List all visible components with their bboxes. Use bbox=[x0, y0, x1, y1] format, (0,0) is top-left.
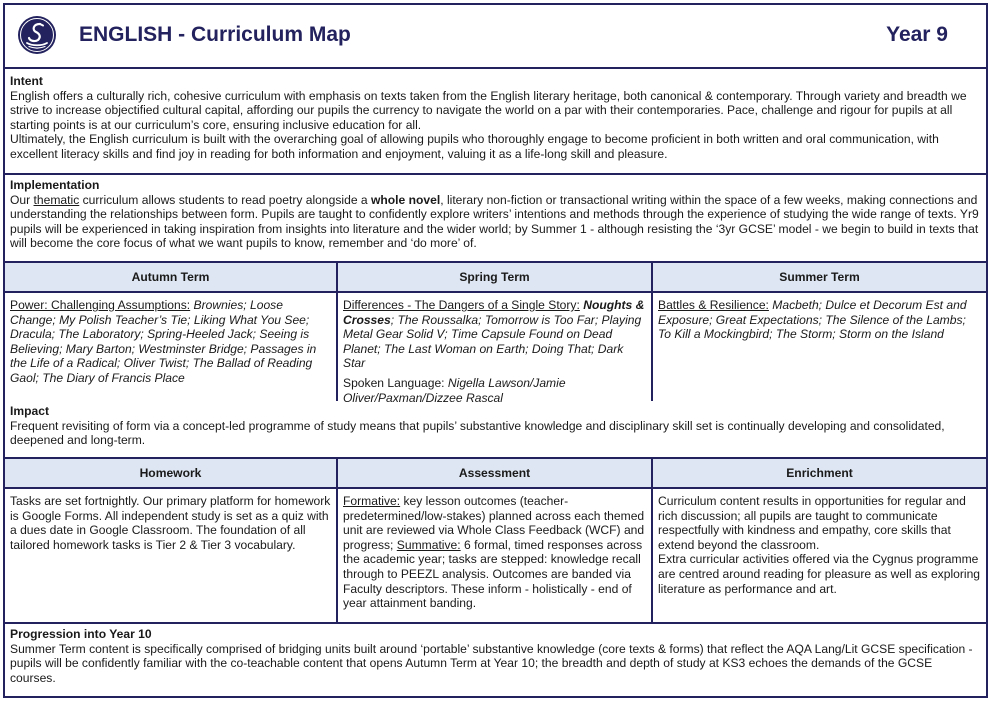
spoken-language-label: Spoken Language: bbox=[343, 375, 448, 390]
progression-heading: Progression into Year 10 bbox=[10, 627, 152, 641]
intent-paragraph-1: English offers a culturally rich, cohesive curriculum with emphasis on texts taken from the English literary heritage, both canonical & contemporary. Through variety and breadth we strive to increase objectified cultural capital, affording our pupils the currency to navigate the world on a par with their contemporaries. Pace, challenge and rigour for pupils at all starting points is at our curriculum’s core, ensuring inclusive education for all. bbox=[10, 88, 967, 132]
progression-section bbox=[5, 624, 986, 696]
spring-key-text: Noughts & Crosses bbox=[343, 298, 645, 327]
enrichment-header: Enrichment bbox=[651, 459, 986, 487]
impact-heading: Impact bbox=[10, 404, 49, 418]
summer-term-header: Summer Term bbox=[651, 263, 986, 291]
autumn-texts: Brownies; Loose Change; My Polish Teacher’s Tie; Liking What You See; Dracula; The Laboratory; Spring-Heeled Jack; Seeing is Believing; Mary Barton; Westminster Bridge; Passages in the Life of a Radical; Oliver Twist; The Ballad of Reading Gaol; The Diary of Francis Place bbox=[10, 298, 317, 385]
summative-label: Summative: bbox=[396, 537, 461, 552]
homework-cell bbox=[5, 489, 336, 622]
autumn-term-cell bbox=[5, 293, 336, 401]
page-title: ENGLISH - Curriculum Map bbox=[79, 23, 351, 46]
enrichment-paragraph-1: Curriculum content results in opportunities for regular and rich discussion; all pupils are taught to communicate respectfully with kindness and empathy, core skills that extend beyond the classroom. bbox=[658, 494, 966, 552]
spring-term-header: Spring Term bbox=[336, 263, 651, 291]
intent-section bbox=[5, 71, 986, 175]
progression-text: Summer Term content is specifically comprised of bridging units built around ‘portable’ substantive knowledge (core texts & forms) that reflect the AQA Lang/Lit GCSE specification - pupils will be confidently familiar with the co-teachable content that opens Autumn Term at Year 10; the breadth and depth of study at KS3 echoes the demands of the GCSE courses. bbox=[10, 641, 973, 685]
assessment-header: Assessment bbox=[336, 459, 651, 487]
enrichment-cell bbox=[651, 489, 986, 622]
curriculum-map-page bbox=[3, 3, 988, 698]
spring-texts: ; The Roussalka; Tomorrow is Too Far; Playing Metal Gear Solid V; Time Capsule Found on Dead Planet; The Last Woman on Earth; Doing That; Dark Star bbox=[343, 312, 642, 371]
autumn-theme: Power: Challenging Assumptions: bbox=[10, 298, 191, 312]
swan-crest-icon bbox=[17, 15, 57, 55]
impact-text: Frequent revisiting of form via a concept-led programme of study means that pupils’ substantive knowledge and disciplinary skill set is continually developing and consolidated, deepened and long-term. bbox=[10, 418, 945, 448]
implementation-section bbox=[5, 175, 986, 263]
intent-paragraph-2: Ultimately, the English curriculum is built with the overarching goal of allowing pupils who thoroughly engage to become proficient in both written and oral communication, with excellent literacy skills and find joy in reading for both information and enjoyment, valuing it as a life-long skill and pleasure. bbox=[10, 132, 939, 161]
details-header-row bbox=[5, 459, 986, 489]
homework-header: Homework bbox=[139, 466, 202, 480]
formative-label: Formative: bbox=[343, 494, 401, 508]
enrichment-paragraph-2: Extra curricular activities offered via the Cygnus programme are centred around reading for pleasure as well as exploring literature as performance and art. bbox=[658, 552, 981, 596]
terms-content-row bbox=[5, 293, 986, 405]
details-content-row bbox=[5, 489, 986, 624]
page-header bbox=[5, 5, 986, 69]
summative-text: 6 formal, timed responses across the academic year; tasks are stepped: knowledge recall through to PEEZL analysis. Outcomes are banded via Faculty descriptors. These inform - holistically - end of year attainment banding. bbox=[343, 537, 643, 611]
summer-texts: Macbeth; Dulce et Decorum Est and Exposure; Great Expectations; The Silence of the Lambs; To Kill a Mockingbird; The Storm; Storm on the Island bbox=[658, 298, 967, 342]
year-label: Year 9 bbox=[886, 23, 948, 46]
intent-heading: Intent bbox=[10, 74, 43, 88]
implementation-text: Our thematic curriculum allows students to read poetry alongside a whole novel, literary non-fiction or transactional writing within the space of a few weeks, making connections and understanding the relationships between form. Pupils are taught to confidently explore writers’ intentions and methods through the experience of studying the wide range of texts. Yr9 pupils will be experienced in taking inspiration from insights into literature and the wider world; by Summer 1 - although resisting the ‘3yr GCSE’ model - we begin to build in texts that will become the core focus of what we want pupils to know, remember and ‘do more’ of. bbox=[10, 192, 979, 251]
whole-novel-term: whole novel bbox=[371, 192, 441, 207]
summer-term-cell bbox=[651, 293, 986, 401]
spring-term-cell bbox=[336, 293, 651, 405]
spring-theme: Differences - The Dangers of a Single Story: bbox=[343, 298, 580, 312]
terms-header-row bbox=[5, 263, 986, 293]
homework-text: Tasks are set fortnightly. Our primary platform for homework is Google Forms. All independent study is set as a quiz with a dues date in Google Classroom. The foundation of all tailored homework tasks is Tier 2 & Tier 3 vocabulary. bbox=[10, 494, 331, 552]
assessment-cell bbox=[336, 489, 651, 622]
thematic-term: thematic bbox=[33, 192, 80, 207]
impact-section bbox=[5, 401, 986, 459]
autumn-term-header: Autumn Term bbox=[131, 270, 210, 284]
formative-text: key lesson outcomes (teacher-predetermined/low-stakes) planned across each themed unit are reviewed via Whole Class Feedback (WCF) and progress; bbox=[343, 494, 645, 552]
spoken-language-texts: Nigella Lawson/Jamie Oliver/Paxman/Dizzee Rascal bbox=[343, 375, 566, 405]
summer-theme: Battles & Resilience: bbox=[658, 298, 769, 312]
implementation-heading: Implementation bbox=[10, 178, 100, 192]
